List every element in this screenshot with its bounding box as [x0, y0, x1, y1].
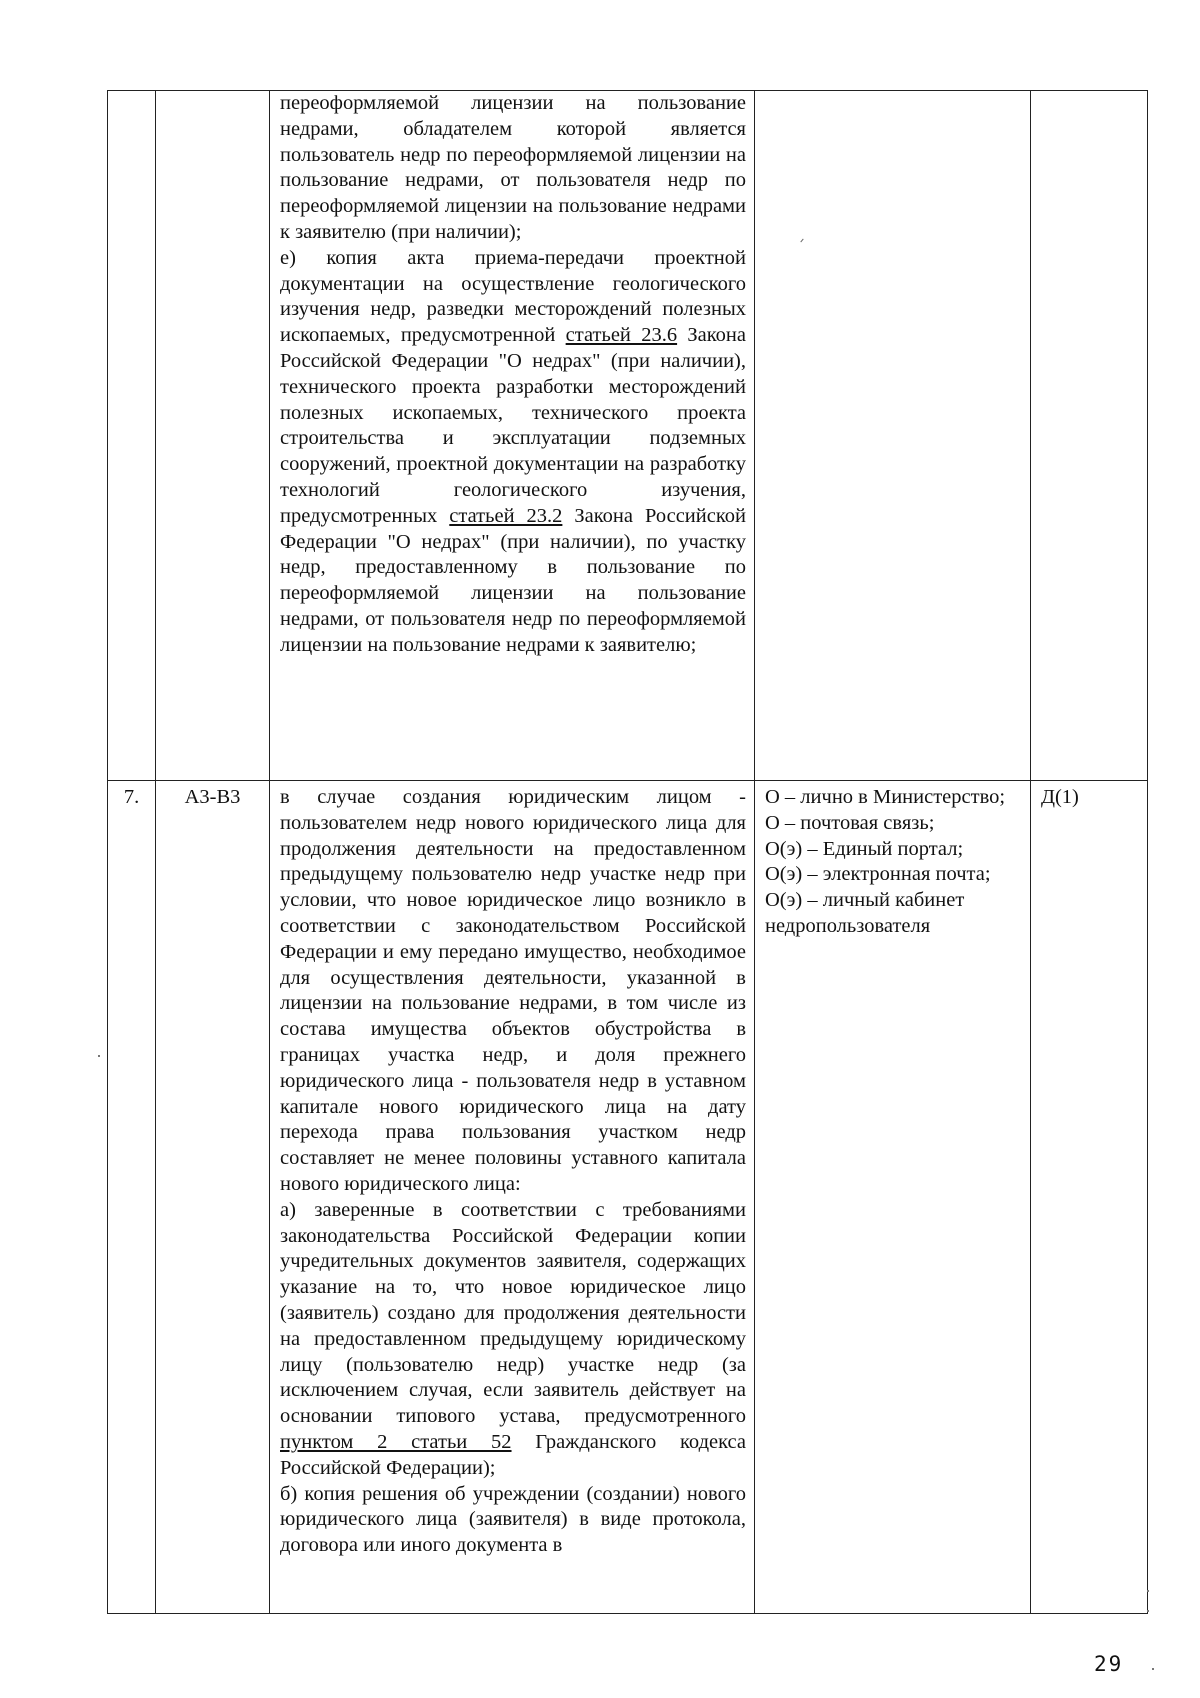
row-number-cell: 7. — [108, 781, 156, 1614]
result-cell: Д(1) — [1031, 781, 1148, 1614]
description-cell — [270, 781, 755, 1614]
law-reference-link: статьей 23.6 — [565, 324, 678, 347]
result-cell — [1031, 91, 1148, 781]
scan-speck — [1147, 1590, 1149, 1592]
requirements-table — [107, 90, 1148, 1614]
table-row — [108, 91, 1148, 781]
table-row — [108, 781, 1148, 1614]
methods-cell — [755, 781, 1031, 1614]
law-reference-link: статьей 23.2 — [449, 504, 563, 527]
law-reference-link: пунктом 2 статьи 52 — [280, 1430, 512, 1453]
description-text: в случае создания юридическим лицом - пользователем недр нового юридического лица для продолжения деятельности на предоставленном предыдущему пользователю недр участке недр при условии, что новое юридическое лицо возникло в соответствии с законодательством Российской Федерации и ему передано имущество, необходимое для осуществления деятельности, указанной в лицензии на пользование недрами, в том числе из состава имущества объектов обустройства в границах участка недр, и доля прежнего юридического лица - пользователя недр в уставном капитале нового юридического лица на дату перехода права пользования участком недр составляет не менее половины уставного капитала нового юридического лица: а) заверенные в соответствии с требованиями законодательства Российской Федерации копии учредительных документов заявителя, содержащих указание на то, что новое юридическое лицо (заявитель) создано для продолжения деятельности на предоставленном предыдущему юридическому лицу (пользователю недр) участке недр (за исключением случая, если заявитель действует на основании типового устава, предусмотренного пунктом 2 статьи 52 Гражданского кодекса Российской Федерации); б) копия решения об учреждении (создании) нового юридического лица (заявителя) в виде протокола, договора или иного документа в — [280, 786, 746, 1557]
description-cell — [270, 91, 755, 781]
code-cell — [156, 91, 270, 781]
method-item: О – почтовая связь; — [765, 811, 935, 834]
methods-list — [755, 781, 1030, 940]
methods-cell — [755, 91, 1031, 781]
row-number-cell — [108, 91, 156, 781]
code-cell: А3-В3 — [156, 781, 270, 1614]
method-item: О(э) – Единый портал; — [765, 837, 964, 860]
scan-speck — [1152, 1668, 1154, 1670]
scan-speck — [1147, 1610, 1149, 1612]
page-number: 29 — [1094, 1652, 1124, 1676]
method-item: О – лично в Министерство; — [765, 786, 1006, 808]
method-item: О(э) – электронная почта; — [765, 863, 991, 886]
method-item: О(э) – личный кабинет недропользователя — [765, 889, 965, 937]
scan-speck — [98, 1055, 100, 1057]
description-text: переоформляемой лицензии на пользование недрами, обладателем которой является пользователь недр по переоформляемой лицензии на пользование недрами, от пользователя недр по переоформляемой лицензии на пользование недрами к заявителю (при наличии); е) копия акта приема-передачи проектной документации на осуществление геологического изучения недр, разведки месторождений полезных ископаемых, предусмотренной статьей 23.6 Закона Российской Федерации "О недрах" (при наличии), технического проекта разработки месторождений полезных ископаемых, технического проекта строительства и эксплуатации подземных сооружений, проектной документации на разработку технологий геологического изучения, предусмотренных статьей 23.2 Закона Российской Федерации "О недрах" (при наличии), по участку недр, предоставленному в пользование по переоформляемой лицензии на пользование недрами, от пользователя недр по переоформляемой лицензии на пользование недрами к заявителю; — [280, 92, 746, 656]
